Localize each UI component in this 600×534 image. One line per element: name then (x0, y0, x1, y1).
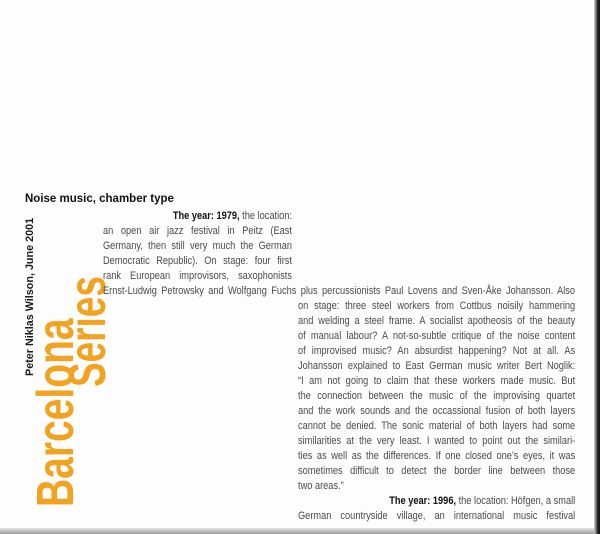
page-edge-bottom (0, 528, 594, 534)
text-line: an open air jazz festival in Peitz (East (103, 225, 292, 237)
text-line: the connection between the music of the improvising quartet (298, 390, 576, 402)
paragraph-1979-continued (298, 299, 575, 524)
article-heading: Noise music, chamber type (25, 193, 174, 205)
text-line: Democratic Republic). On stage: four first (103, 255, 292, 267)
year-lead: The year: 1996, (389, 495, 457, 507)
text-line: German countryside village, an international music festival (298, 510, 576, 522)
text-line: rank European improvisors, saxophonists (103, 270, 292, 282)
series-logo-barcelona: Barcelona (27, 318, 85, 507)
text-line: Germany, then still very much the German (103, 240, 292, 252)
text-line (103, 209, 292, 224)
paragraph-wide-line (103, 284, 575, 299)
text-line: ties as well as the differences. If one closed one’s eyes, it was (298, 450, 576, 462)
text-line: two areas.” (298, 480, 344, 492)
text-line: on stage: three steel workers from Cottbus noisily hammering (298, 300, 576, 312)
author-byline: Peter Niklas Wilson, June 2001 (24, 217, 36, 376)
text-line: of manual labour? A not-so-subtle critique of the noise content (298, 330, 576, 342)
text-line: and the work sounds and the occassional fusion of both layers (298, 405, 576, 417)
text-line: cannot be denied. The sonic material of both layers had some (298, 420, 576, 432)
year-lead: The year: 1979, (172, 210, 240, 222)
page-edge-right (594, 0, 600, 534)
text-line: and welding a steel frame. A socialist apotheosis of the beauty (298, 315, 576, 327)
text-line: “I am not going to claim that these workers made music. But (298, 375, 576, 387)
text-line: similarities at the very least. I wanted to point out the similari- (298, 435, 576, 447)
lead-rest: the location: Höfgen, a small (456, 495, 576, 507)
lead-rest: the location: (239, 210, 292, 222)
text-line: sometimes difficult to detect the border line between those (298, 465, 576, 477)
text-line: Johansson explained to East German music writer Bert Noglik: (298, 360, 576, 372)
text-line: of improvised music? An absurdist happening? Not at all. As (298, 345, 576, 357)
paragraph-1979-intro (103, 209, 292, 284)
text-line (298, 494, 575, 509)
series-logo-series: Series (59, 276, 117, 387)
text-line: Ernst-Ludwig Petrowsky and Wolfgang Fuchs plus percussionists Paul Lovens and Sven-Åke Johansson. Also (103, 285, 576, 297)
